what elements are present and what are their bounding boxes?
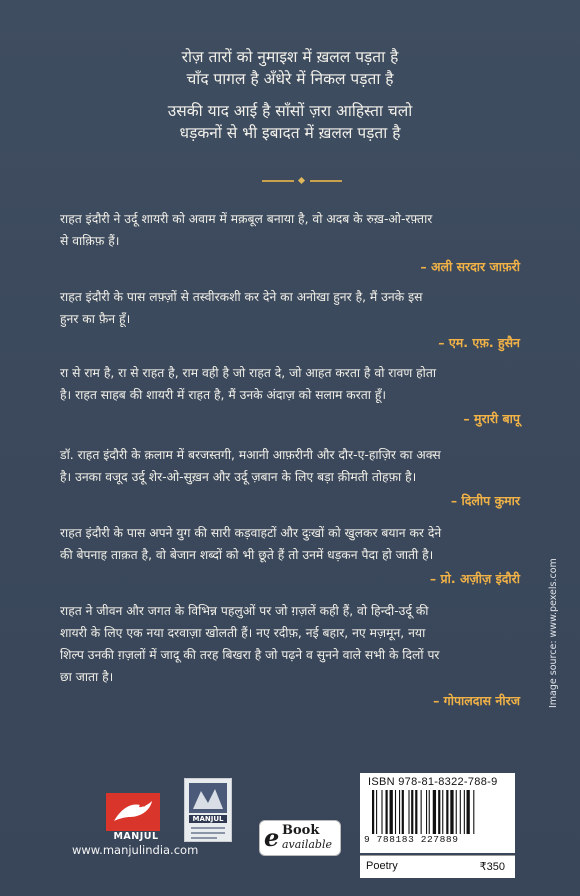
publishing-house-emblem-icon	[185, 779, 231, 841]
testimonial-line: छा जाता है।	[60, 670, 114, 684]
testimonial-line: की बेपनाह ताक़त है, वो बेजान शब्दों को भी छूते हैं तो उनमें धड़कन पैदा हो जाती है।	[60, 548, 434, 562]
poem-line: रोज़ तारों को नुमाइश में ख़लल पड़ता है	[181, 48, 399, 66]
testimonial-line: राहत इंदौरी ने उर्दू शायरी को अवाम में मक़बूल बनाया है, वो अदब के रुख़-ओ-रफ़्तार	[60, 212, 433, 226]
publisher-logo-text: MANJUL	[113, 831, 159, 842]
testimonial-line: से वाक़िफ़ हैं।	[60, 234, 120, 248]
testimonial-text	[60, 600, 524, 688]
poem-line: उसकी याद आई है साँसों ज़रा आहिस्ता चलो	[167, 102, 413, 120]
testimonial-author: – गोपालदास नीरज	[433, 693, 520, 708]
testimonial-text	[60, 362, 524, 406]
testimonial-author: – प्रो. अज़ीज़ इंदौरी	[429, 571, 520, 586]
barcode-digits: 9 788183 227889	[364, 834, 459, 845]
testimonial-line: राहत ने जीवन और जगत के विभिन्न पहलुओं पर जो ग़ज़लें कही हैं, वो हिन्दी-उर्दू की	[60, 604, 429, 618]
testimonial-text	[60, 208, 524, 252]
ebook-available-badge	[259, 820, 341, 856]
testimonial-author: – दिलीप कुमार	[450, 493, 520, 508]
testimonial-line: राहत इंदौरी के पास अपने युग की सारी कड़वाहटों और दुःखों को खुलकर बयान कर देने	[60, 526, 442, 540]
testimonial-author: – अली सरदार जाफ़री	[420, 259, 520, 274]
testimonial-line: राहत इंदौरी के पास लफ़्ज़ों से तस्वीरकशी कर देने का अनोखा हुनर है, मैं उनके इस	[60, 290, 423, 304]
book-price: ₹350	[479, 861, 505, 873]
testimonial-text	[60, 522, 524, 566]
testimonial-line: रा से राम है, रा से राहत है, राम वही है जो राहत दे, जो आहत करता है वो रावण होता	[60, 366, 437, 380]
image-source-credit: Image source: www.pexels.com	[548, 558, 559, 708]
poem-block	[60, 46, 520, 144]
ebook-line2: available	[282, 838, 332, 851]
testimonial-text	[60, 444, 524, 488]
publisher-website: www.manjulindia.com	[72, 843, 199, 857]
testimonial-text	[60, 286, 524, 330]
poem-line: धड़कनों से भी इबादत में ख़लल पड़ता है	[179, 124, 401, 142]
ornament-divider	[262, 178, 342, 184]
testimonial-line: है। उनका वजूद उर्दू शेर-ओ-सुख़न और उर्दू ज़बान के लिए बड़ा क़ीमती तोहफ़ा है।	[60, 470, 417, 484]
testimonial-line: डॉ. राहत इंदौरी के क़लाम में बरजस्तगी, मआनी आफ़रीनी और दौर-ए-हाज़िर का अक्स	[60, 448, 441, 462]
testimonial-line: शायरी के लिए एक नया दरवाज़ा खोलती हैं। नए रदीफ़, नई बहार, नए मज़मून, नया	[60, 626, 426, 640]
category-price-box	[360, 855, 515, 878]
publishing-house-logo	[184, 778, 232, 842]
book-category: Poetry	[366, 860, 398, 872]
testimonial-line: है। राहत साहब की शायरी में राहत है, मैं उनके अंदाज़ को सलाम करता हूँ।	[60, 388, 387, 402]
testimonial-line: शिल्प उनकी ग़ज़लों में जादू की तरह बिखरा है जो पढ़ने व सुनने वाले सभी के दिलों पर	[60, 648, 440, 662]
publishing-house-logo-text: MANJUL	[192, 815, 224, 823]
testimonial-author: – एम. एफ़. हुसैन	[438, 335, 520, 350]
testimonial-line: हुनर का फ़ैन हूँ।	[60, 312, 131, 326]
testimonial-author: – मुरारी बापू	[463, 411, 520, 426]
isbn-number: ISBN 978-81-8322-788-9	[368, 776, 498, 788]
isbn-barcode-box	[360, 773, 515, 853]
manjul-bird-logo-icon	[106, 793, 160, 831]
poem-line: चाँद पागल है अँधेरे में निकल पड़ता है	[186, 70, 394, 88]
barcode-icon	[370, 790, 506, 834]
ebook-mark: e	[264, 823, 280, 852]
ebook-line1: Book	[282, 823, 320, 838]
